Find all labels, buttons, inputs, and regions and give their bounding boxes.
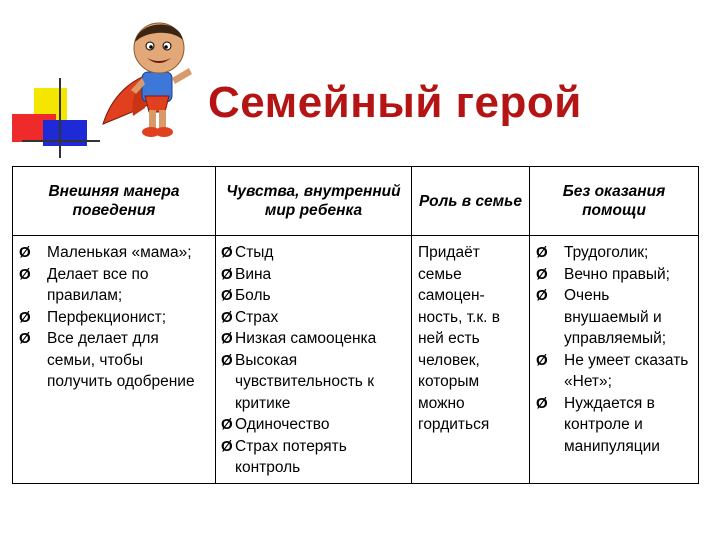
list-item: Ø Боль	[220, 285, 407, 307]
role-line: Придаёт	[418, 244, 480, 261]
list-item: Ø Одиночество	[220, 414, 407, 436]
list-item: Ø Страх	[220, 307, 407, 329]
list-item: Ø Вечно правый;	[534, 264, 694, 286]
list-item: Ø Трудоголик;	[534, 242, 694, 264]
list-item: Ø Высокая чувствительность к критике	[220, 350, 407, 415]
header-feelings: Чувства, внутренний мир ребенка	[216, 167, 412, 236]
role-line: гордиться	[418, 416, 490, 433]
table-header-row	[13, 167, 699, 236]
cell-outer-behavior	[13, 236, 216, 484]
list-item: Ø Перфекционист;	[17, 307, 211, 329]
page-title: Семейный герой	[208, 78, 582, 127]
role-line: можно	[418, 394, 465, 412]
family-hero-table	[12, 166, 699, 484]
role-line: ность, т.к. в	[418, 308, 501, 326]
list-item: Ø Не умеет сказать «Нет»;	[534, 350, 694, 393]
list-item: Ø Маленькая «мама»;	[17, 242, 211, 264]
header-outer-behavior: Внешняя манера поведения	[13, 167, 216, 236]
list-item: Ø Очень внушаемый и управляемый;	[534, 285, 694, 350]
superhero-clipart	[95, 12, 215, 142]
decor-vertical-line	[59, 78, 61, 158]
table-row	[13, 236, 699, 484]
role-line: которым	[418, 373, 480, 390]
role-line: самоцен-	[418, 287, 485, 304]
decor-blue-square	[43, 120, 87, 146]
header-family-role: Роль в семье	[412, 167, 530, 236]
decor-horizontal-line	[22, 140, 100, 142]
cell-feelings	[216, 236, 412, 484]
list-item: Ø Делает все по правилам;	[17, 264, 211, 307]
list-item: Ø Страх потерять контроль	[220, 436, 407, 479]
list-item: Ø Вина	[220, 264, 407, 286]
role-line: семье	[418, 265, 462, 283]
role-line: ней есть	[418, 330, 480, 347]
list-item: Ø Нуждается в контроле и манипуляции	[534, 393, 694, 458]
role-line: человек,	[418, 351, 480, 369]
cell-family-role	[412, 236, 530, 484]
list-item: Ø Все делает для семьи, чтобы получить одобрение	[17, 328, 211, 393]
list-item: Ø Стыд	[220, 242, 407, 264]
header-without-help: Без оказания помощи	[530, 167, 699, 236]
cell-without-help	[530, 236, 699, 484]
list-item: Ø Низкая самооценка	[220, 328, 407, 350]
